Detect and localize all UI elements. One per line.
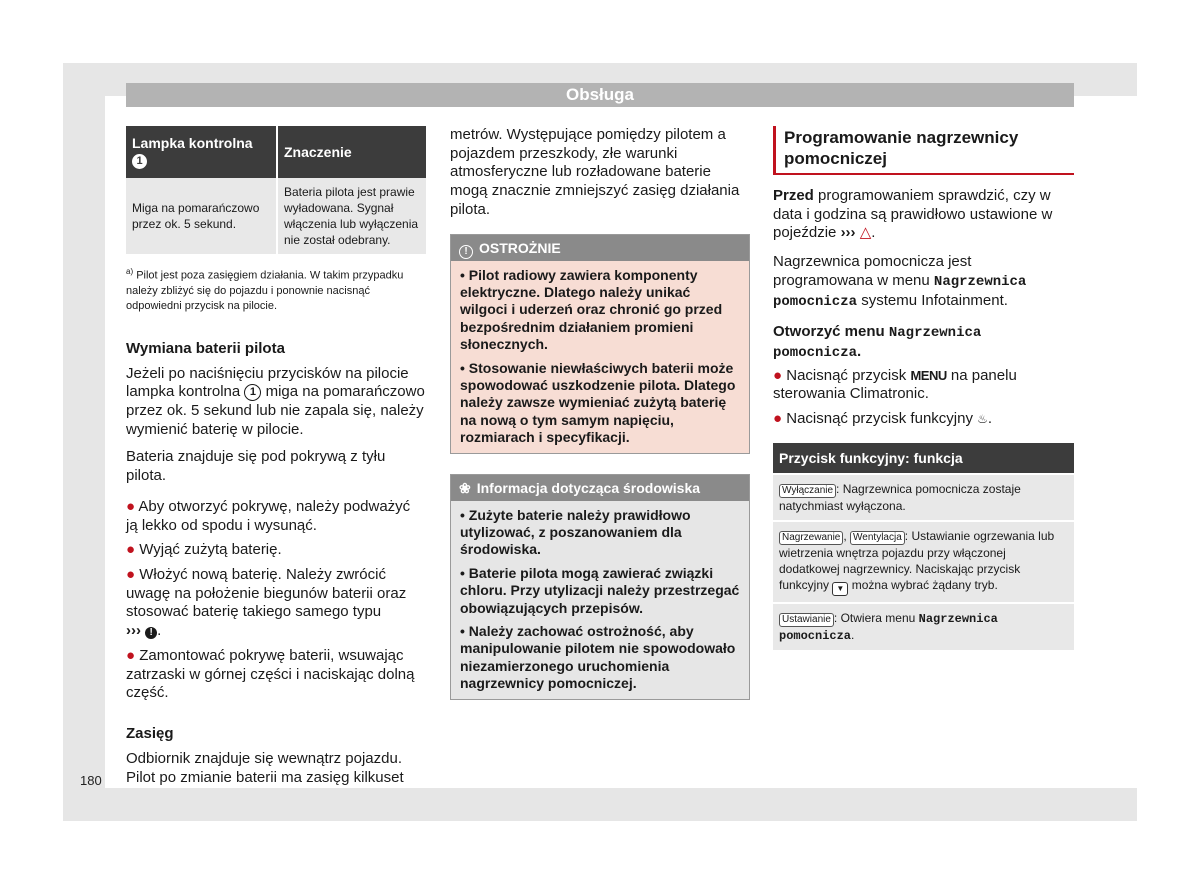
warning-triangle-icon: △	[859, 224, 872, 242]
environment-body	[451, 501, 749, 699]
page-number: 180	[80, 773, 102, 788]
step-text: Aby otworzyć pokrywę, należy podważyć ją lekko od spodu i wysunąć.	[126, 497, 411, 534]
list-item: • Należy zachować ostrożność, aby manipulowanie pilotem nie spowodowało niezamierzonego uruchomienia nagrzewnicy pomocniczej.	[460, 623, 736, 692]
bullet-icon: ●	[773, 410, 783, 428]
list-item	[773, 410, 1074, 429]
list-item	[126, 647, 426, 703]
step-text: Wyjąć zużytą baterię.	[139, 541, 282, 559]
bullet-icon: ●	[773, 366, 783, 384]
footnote-marker: a)	[126, 267, 134, 276]
environment-box	[450, 474, 750, 700]
caution-box	[450, 234, 750, 454]
step-text: Zamontować pokrywę baterii, wsuwając zatrzaski w górnej części i naciskając dolną część.	[126, 646, 415, 702]
table-row	[773, 475, 1074, 520]
list-item: • Pilot radiowy zawiera komponenty elektryczne. Dlatego należy unikać wilgoci i uderzeń oraz chronić go przed bezpośrednim działaniem promieni słonecznych.	[460, 266, 723, 353]
reference-arrow[interactable]: ›››	[840, 224, 856, 242]
key-heating: Nagrzewanie	[779, 531, 843, 545]
caution-text: Stosowanie niewłaściwych baterii może spowodować uszkodzenie pilota. Dlatego należy zawsze wymieniać zużytą baterię na nową o tym samym napięciu, rozmiarach i specyfikacji.	[460, 359, 736, 446]
list-item	[773, 367, 1074, 404]
caution-text: Pilot radiowy zawiera komponenty elektryczne. Dlatego należy unikać wilgoci i uderzeń oraz chronić go przed bezpośrednim działaniem promieni słonecznych.	[460, 266, 723, 353]
section-heading: Programowanie nagrzewnicy pomocniczej	[773, 126, 1074, 175]
check-bold: Przed	[773, 187, 814, 204]
exclamation-circle-icon: !	[145, 627, 157, 639]
row-end: .	[851, 627, 855, 642]
battery-paragraph-1	[126, 365, 426, 440]
environment-text: Należy zachować ostrożność, aby manipulowanie pilotem nie spowodowało niezamierzonego uruchomienia nagrzewnicy pomocniczej.	[460, 623, 736, 692]
step-text: Nacisnąć przycisk	[786, 366, 907, 384]
menu-text-a: Nagrzewnica pomocnicza jest programowana w menu	[773, 253, 972, 289]
heater-icon: ♨	[977, 412, 988, 427]
range-paragraph: Odbiornik znajduje się wewnątrz pojazdu. Pilot po zmianie baterii ma zasięg kilkuset	[126, 749, 404, 786]
environment-text: Baterie pilota mogą zawierać związki chloru. Przy utylizacji należy przestrzegać obowiązujących przepisów.	[460, 564, 740, 616]
table-row	[126, 178, 426, 254]
number-1-icon: 1	[244, 384, 261, 401]
row-text: : Otwiera menu	[833, 610, 916, 625]
flower-eco-icon: ❀	[459, 479, 471, 496]
step-text: Nacisnąć przycisk funkcyjny	[786, 410, 973, 428]
page-header: Obsługa	[126, 83, 1074, 107]
table-cell-status: Miga na pomarańczowo przez ok. 5 sekund.	[126, 178, 277, 254]
list-item	[126, 541, 426, 560]
table-cell-meaning: Bateria pilota jest prawie wyładowana. Sygnał włączenia lub wyłączenia nie został odebrany.	[277, 178, 426, 254]
menu-key: MENU	[910, 367, 947, 383]
menu-name: Nagrzewnica pomocnicza	[779, 611, 998, 643]
column-3	[773, 126, 1074, 650]
step-text: Włożyć nową baterię. Należy zwrócić uwagę na położenie biegunów baterii oraz stosować baterię takiego samego typu	[126, 565, 407, 621]
check-paragraph: Przed programowaniem sprawdzić, czy w data i godzina są prawidłowo ustawione w pojeździe ››› △.	[773, 187, 1053, 242]
battery-paragraph-2: Bateria znajduje się pod pokrywą z tyłu pilota.	[126, 448, 386, 485]
caution-title: OSTROŻNIE	[479, 239, 561, 256]
menu-name: Nagrzewnica pomocnicza	[773, 325, 982, 361]
table-row	[773, 604, 1074, 650]
number-1-icon: 1	[132, 154, 147, 169]
key-off: Wyłączanie	[779, 484, 836, 498]
ref-end: .	[157, 622, 162, 640]
environment-header	[451, 475, 749, 501]
table-header-indicator	[126, 126, 277, 178]
menu-paragraph	[773, 253, 1074, 311]
table-header-label: Lampka kontrolna	[132, 135, 253, 151]
check-text: programowaniem sprawdzić, czy w data i godzina są prawidłowo ustawione w pojeździe	[773, 187, 1053, 242]
bullet-icon: ●	[126, 646, 136, 664]
column-2	[450, 126, 750, 700]
list-item: • Zużyte baterie należy prawidłowo utylizować, z poszanowaniem dla środowiska.	[460, 506, 691, 558]
reference-arrow[interactable]: ›››	[126, 622, 141, 640]
column-1	[126, 126, 426, 787]
open-menu-text: Otworzyć menu	[773, 323, 885, 341]
key-settings: Ustawianie	[779, 613, 834, 627]
table-row: Nagrzewanie , Wentylacja : Ustawianie ogrzewania lub wietrzenia wnętrza pojazdu przy włączonej dodatkowej nagrzewnicy. Naciskając przycisk funkcyjny ▼ można wybrać żądany tryb.	[773, 522, 1074, 602]
list-item	[126, 498, 426, 535]
function-table	[773, 443, 1074, 650]
list-item: • Baterie pilota mogą zawierać związki chloru. Przy utylizacji należy przestrzegać obowiązujących przepisów.	[460, 564, 740, 616]
function-table-header: Przycisk funkcyjny: funkcja	[773, 443, 1074, 473]
step-end: .	[987, 410, 993, 428]
battery-heading: Wymiana baterii pilota	[126, 339, 285, 357]
indicator-table	[126, 126, 426, 254]
footnote	[126, 264, 426, 314]
environment-title: Informacja dotycząca środowiska	[476, 479, 701, 496]
row-text-end: można wybrać żądany tryb.	[851, 577, 998, 592]
caution-body	[451, 261, 749, 453]
key-ventilation: Wentylacja	[850, 531, 905, 545]
environment-text: Zużyte baterie należy prawidłowo utylizować, z poszanowaniem dla środowiska.	[460, 506, 691, 558]
bullet-icon: ●	[126, 497, 136, 515]
menu-text-b: systemu Infotainment.	[861, 291, 1008, 309]
bullet-icon: ●	[126, 541, 136, 559]
bullet-icon: ●	[126, 565, 136, 583]
open-menu-end: .	[857, 342, 862, 360]
open-menu-heading	[773, 323, 1074, 362]
row-text: : Nagrzewnica pomocnicza zostaje natychmiast wyłączona.	[779, 481, 1021, 513]
caution-header	[451, 235, 749, 261]
footnote-text: Pilot jest poza zasięgiem działania. W takim przypadku należy zbliżyć się do pojazdu i ponownie nacisnąć odpowiedni przycisk na pilocie.	[126, 269, 404, 312]
menu-name: Nagrzewnica pomocnicza	[773, 273, 1027, 310]
row-text: : Ustawianie ogrzewania lub wietrzenia wnętrza pojazdu przy włączonej dodatkowej nagrzewnicy. Naciskając przycisk funkcyjny	[779, 528, 1055, 592]
table-header-meaning: Znaczenie	[277, 126, 426, 178]
step-text: na panelu sterowania Climatronic.	[773, 366, 1017, 403]
list-item	[126, 566, 426, 641]
range-heading: Zasięg	[126, 724, 174, 742]
chevron-down-icon: ▼	[832, 582, 848, 596]
list-item: • Stosowanie niewłaściwych baterii może spowodować uszkodzenie pilota. Dlatego należy zawsze wymieniać zużytą baterię na nową o tym samym napięciu, rozmiarach i specyfikacji.	[460, 359, 736, 446]
battery-p1-text-a: Jeżeli po naciśnięciu przycisków na pilocie lampka kontrolna	[126, 364, 409, 401]
battery-p1-text-b: miga na pomarańczowo przez ok. 5 sekund lub nie zapala się, należy wymienić baterię w pilocie.	[126, 383, 425, 438]
info-circle-icon: !	[459, 245, 473, 259]
continued-paragraph: metrów. Występujące pomiędzy pilotem a pojazdem przeszkody, złe warunki atmosferyczne lub rozładowane baterie mogą znacznie zmniejszyć zasięg działania pilota.	[450, 126, 740, 218]
